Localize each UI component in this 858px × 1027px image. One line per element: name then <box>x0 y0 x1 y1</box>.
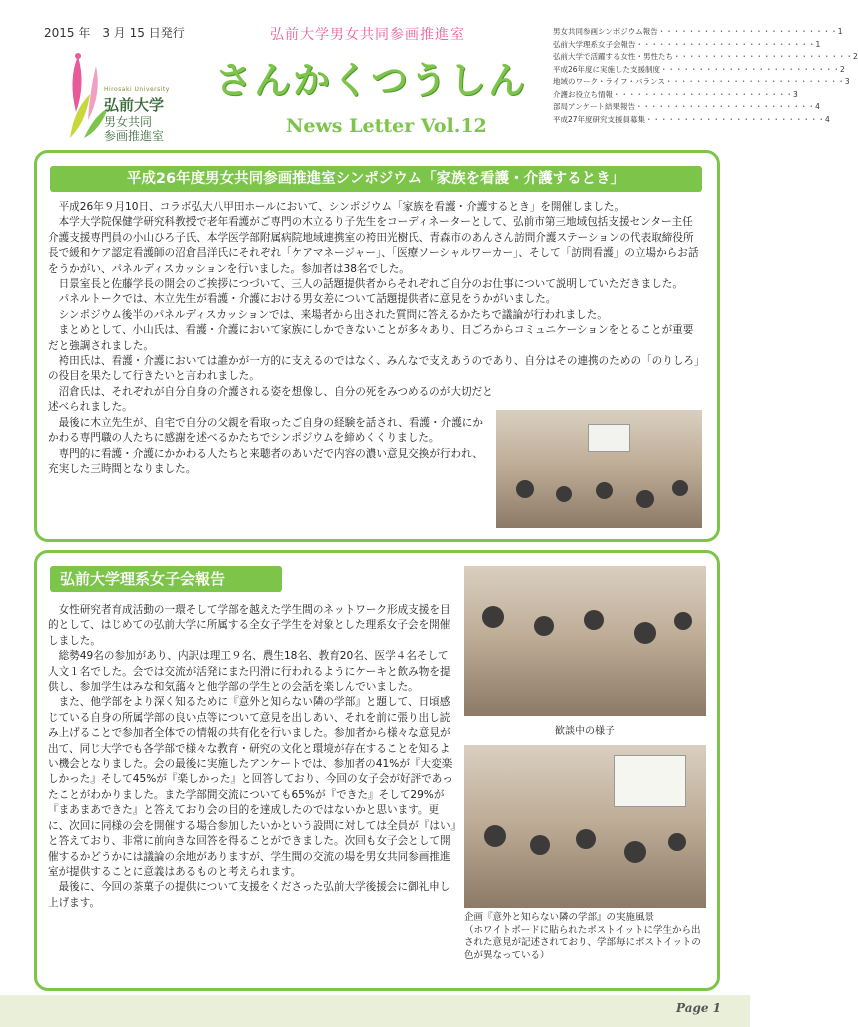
paragraph: 平成26年９月10日、コラボ弘大八甲田ホールにおいて、シンポジウム「家族を看護・介護するとき」を開催しました。 <box>58 201 626 213</box>
paragraph: 最後に、今回の茶菓子の提供について支援をくださった弘前大学後援会に御礼申し上げます。 <box>48 881 451 909</box>
photo-caption: 歓談中の様子 <box>555 726 615 737</box>
photo-caption-whiteboard: 企画『意外と知らない隣の学部』の実施風景 （ホワイトボードに貼られたポストイットに学生から出された意見が記述されており、学部毎にポストイットの色が異なっている） <box>464 912 701 961</box>
issue-date: 2015 年 3 月 15 日発行 <box>44 26 185 40</box>
toc-item-title: 介護お役立ち情報 <box>553 89 613 99</box>
toc-item <box>553 51 858 64</box>
page-number: Page 1 <box>676 1001 722 1015</box>
toc-item <box>553 89 798 102</box>
toc-item-title: 地域のワーク・ライフ・バランス <box>553 77 665 86</box>
newsletter-volume: News Letter Vol.12 <box>286 115 487 137</box>
paragraph: 総勢49名の参加があり、内訳は理工９名、農生18名、教育20名、医学４名そして人文１名でした。会では交流が活発にまた円滑に行われるようにケーキと飲み物を提供し、参加学生はみな和気藹々と他学部の学生との会話を楽しんでいました。 <box>48 650 451 694</box>
toc-item <box>553 39 821 52</box>
toc-item-page: 4 <box>815 102 820 111</box>
toc-item <box>553 101 820 114</box>
toc-item-page: 3 <box>793 89 798 99</box>
office-name: 弘前大学男女共同参画推進室 <box>270 27 465 43</box>
toc-item <box>553 64 845 77</box>
toc-item-title: 平成27年度研究支援員募集 <box>553 114 646 124</box>
toc-leader: ・・・・・・・・・・・・・・・・・・・・・・・・ <box>635 102 816 111</box>
toc-leader: ・・・・・・・・・・・・・・・・・・・・・・・・ <box>673 52 853 61</box>
toc-leader: ・・・・・・・・・・・・・・・・・・・・・・・・ <box>613 89 793 99</box>
paragraph: 袴田氏は、看護・介護においては誰かが一方的に支えるのではなく、みんなで支えあうのであり、自分はその連携のための「のりしろ」の役目を果たして行きたいと言われました。 <box>48 355 700 383</box>
toc-item-page: 2 <box>853 52 858 61</box>
toc-item <box>553 114 830 127</box>
girls-meeting-body <box>48 603 458 911</box>
paragraph: 最後に木立先生が、自宅で自分の父親を看取ったご自身の経験を話され、看護・介護にかかわる専門職の人たちに感謝を述べるかたちでシンポジウムを締めくくりました。 <box>48 416 483 445</box>
toc-leader: ・・・・・・・・・・・・・・・・・・・・・・・・ <box>664 77 845 86</box>
logo-text-university: 弘前大学 <box>104 96 165 114</box>
symposium-heading: 平成26年度男女共同参画推進室シンポジウム「家族を看護・介護するとき」 <box>50 166 702 192</box>
table-of-contents <box>553 26 858 126</box>
toc-item-title: 平成26年度に実施した支援制度 <box>553 64 661 74</box>
toc-item-page: 1 <box>815 39 821 49</box>
symposium-photo <box>496 410 702 528</box>
paragraph: また、他学部をより深く知るために『意外と知らない隣の学部』と題して、日頃感じている自身の所属学部の良い点等について意見を出しあい、それを前に張り出し読み上げることで参加者全体での情報の共有化を行いました。参加者から様々な意見が出て、同じ大学でも各学部で様々な教育・研究の文化と環境が存在することを知るよい機会となりました。会の最後に実施したアンケートでは、参加者の41%が『大変楽しかった』そして45%が『楽しかった』と回答しており、今回の女子会が好評であったことがわかりました。また学部間交流についても65%が『できた』そして29%が『まあまあできた』と答えており会の目的を達成したのではないかと思います。更に、次回に同様の会を開催する場合参加したいかという設問に対しては全員が『はい』と答えており、非常に前向きな回答を得ることができました。次回も女子会として開催するかどうかには議論の余地がありますが、学生間の交流の場を男女共同参画推進室が提供することに意義はあるものと考えられます。 <box>48 696 456 878</box>
toc-leader: ・・・・・・・・・・・・・・・・・・・・・・・・ <box>635 39 816 49</box>
paragraph: 専門的に看護・介護にかかわる人たちと来聴者のあいだで内容の濃い意見交換が行われ、充実した三時間となりました。 <box>48 447 483 475</box>
logo-university-en: Hirosaki University <box>104 86 170 93</box>
toc-item-page: 2 <box>840 64 845 74</box>
paragraph: 日景室長と佐藤学長の開会のご挨拶につづいて、三人の話題提供者からそれぞれご自分のお仕事について説明していただきました。 <box>58 278 683 291</box>
toc-item-page: 1 <box>837 27 843 36</box>
logo-text-line3: 参画推進室 <box>104 129 165 143</box>
toc-leader: ・・・・・・・・・・・・・・・・・・・・・・・・ <box>660 64 841 74</box>
meeting-photo-whiteboard <box>464 745 706 908</box>
paragraph: 女性研究者育成活動の一環そして学部を越えた学生間のネットワーク形成支援を目的として、はじめての弘前大学に所属する全女子学生を対象とした理系女子会を開催しました。 <box>48 604 451 647</box>
paragraph: シンポジウム後半のパネルディスカッションでは、来場者から出された質問に答えるかたちで議論が行われました。 <box>58 308 608 321</box>
meeting-photo-chatting <box>464 566 706 716</box>
newsletter-title: さんかくつうしん <box>215 59 527 102</box>
toc-item-page: 3 <box>844 77 850 86</box>
toc-item-title: 弘前大学で活躍する女性・男性たち <box>553 52 673 61</box>
toc-item <box>553 26 843 39</box>
toc-item-title: 部局アンケート結果報告 <box>553 102 636 111</box>
paragraph: 沼倉氏は、それぞれが自分自身の介護される姿を想像し、自分の死をみつめるのが大切だと述べられました。 <box>48 385 493 414</box>
toc-leader: ・・・・・・・・・・・・・・・・・・・・・・・・ <box>657 27 838 36</box>
logo-text-line2: 男女共同 <box>104 115 153 129</box>
paragraph: パネルトークでは、木立先生が看護・介護における男女差について話題提供者に意見をうかがいました。 <box>58 293 557 306</box>
toc-item-page: 4 <box>825 114 830 124</box>
toc-item <box>553 76 850 89</box>
footer-bar <box>0 995 750 1027</box>
toc-item-title: 弘前大学理系女子会報告 <box>553 39 636 49</box>
girls-meeting-heading: 弘前大学理系女子会報告 <box>50 566 282 592</box>
paragraph: 本学大学院保健学研究科教授で老年看護がご専門の木立るり子先生をコーディネーターとして、弘前市第三地域包括支援センター主任介護支援専門員の小山ひろ子氏、本学医学部附属病院地域連携室の袴田光樹氏、青森市のあんさん訪問介護ステーションの代表取締役所長で緩和ケア認定看護師の沼倉昌洋氏にそれぞれ「ケアマネージャー」、「医療ソーシャルワーカー」、そして「訪問看護」の立場からお話をうかがい、パネルディスカッションを行いました。参加者は38名でした。 <box>48 216 699 275</box>
toc-item-title: 男女共同参画シンポジウム報告 <box>553 27 658 36</box>
toc-leader: ・・・・・・・・・・・・・・・・・・・・・・・・ <box>645 114 826 124</box>
paragraph: まとめとして、小山氏は、看護・介護において家族にしかできないことが多々あり、日ごろからコミュニケーションをとることが重要だと強調されました。 <box>48 324 694 352</box>
